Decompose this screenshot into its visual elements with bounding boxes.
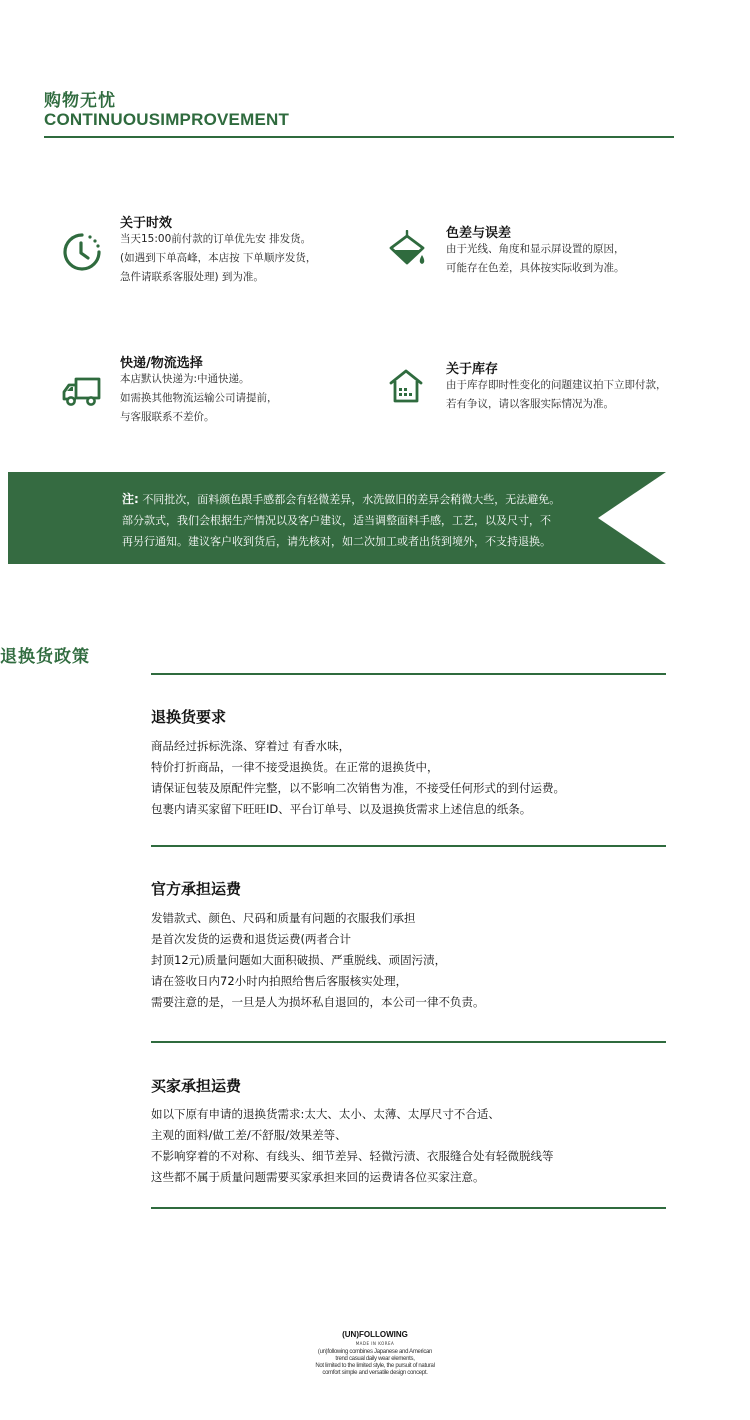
feature-shipping — [62, 352, 332, 432]
feature-text: 由于光线、角度和显示屏设置的原因， 可能存在色差，具体按实际收到为准。 — [446, 243, 625, 274]
divider — [151, 673, 666, 675]
policy-section-text: 如以下原有申请的退换货需求:太大、太小、太薄、太厚尺寸不合适、 主观的面料/做工差/不舒服/效果差等、 不影响穿着的不对称、有线头、细节差异、轻微污渍、衣服缝合处有轻微脱线等 这些都不属于质量问题需要买家承担来回的运费请各位买家注意。 — [151, 1107, 554, 1184]
feature-title: 关于库存 — [446, 362, 499, 377]
feature-title: 快递/物流选择 — [120, 356, 203, 371]
divider — [151, 1207, 666, 1209]
header-divider — [44, 136, 674, 138]
feature-text: 本店默认快递为:中通快递。 如需换其他物流运输公司请提前， 与客服联系不差价。 — [120, 373, 278, 423]
footer — [200, 1330, 550, 1377]
brand-tagline: (un)following combines Japanese and American — [317, 1349, 433, 1355]
warehouse-icon — [388, 368, 424, 404]
feature-inventory — [388, 358, 688, 428]
divider — [151, 845, 666, 847]
feature-text: 由于库存即时性变化的问题建议拍下立即付款， 若有争议，请以客服实际情况为准。 — [446, 379, 667, 410]
policy-section-title: 官方承担运费 — [151, 880, 242, 898]
delivery-truck-icon — [62, 376, 102, 408]
policy-section-title: 退换货要求 — [151, 708, 227, 726]
policy-section-text: 发错款式、颜色、尺码和质量有问题的衣服我们承担 是首次发货的运费和退货运费(两者合计 封顶12元)质量问题如大面积破损、严重脱线、顽固污渍， 请在签收日内72小时内拍照给售后客服核实处理， 需要注意的是，一旦是人为损坏私自退回的，本公司一律不负责。 — [151, 911, 485, 1009]
brand-tagline: trend casual daily wear elements, — [335, 1356, 415, 1362]
brand-tagline: comfort simple and versatile design concept. — [322, 1370, 428, 1376]
brand-origin: MADE IN KOREA — [355, 1341, 395, 1346]
feature-text: 当天15:00前付款的订单优先安 排发货。 (如遇到下单高峰，本店按 下单顺序发货， 急件请联系客服处理) 到为准。 — [120, 233, 317, 283]
brand-name: (UN)FOLLOWING — [342, 1330, 408, 1339]
return-policy-title: 退换货政策 — [0, 647, 90, 667]
section-title-cn: 购物无忧 — [44, 91, 116, 111]
divider — [151, 1041, 666, 1043]
policy-section-text: 商品经过拆标洗涤、穿着过 有香水味， 特价打折商品，一律不接受退换货。在正常的退换货中， 请保证包装及原配件完整，以不影响二次销售为准，不接受任何形式的到付运费。 包裹内请买家留下旺旺ID、平台订单号、以及退换货需求上述信息的纸条。 — [151, 739, 565, 816]
feature-color-difference — [388, 222, 678, 292]
section-title-en: CONTINUOUSIMPROVEMENT — [44, 110, 290, 129]
feature-title: 关于时效 — [120, 216, 173, 231]
policy-section-title: 买家承担运费 — [151, 1077, 242, 1095]
paint-bucket-icon — [388, 230, 428, 270]
notice-label: 注: — [122, 492, 139, 506]
clock-icon — [62, 232, 102, 272]
feature-timeliness — [62, 212, 332, 292]
feature-title: 色差与误差 — [446, 226, 512, 241]
brand-tagline: Not limited to the limited style, the pursuit of natural — [315, 1363, 435, 1369]
notice-text: 注: 不同批次，面料颜色跟手感都会有轻微差异，水洗做旧的差异会稍微大些，无法避免。 部分款式，我们会根据生产情况以及客户建议，适当调整面料手感，工艺，以及尺寸，不 再另行通知。建议客户收到货后，请先核对，如二次加工或者出货到境外，不支持退换。 — [122, 492, 561, 548]
